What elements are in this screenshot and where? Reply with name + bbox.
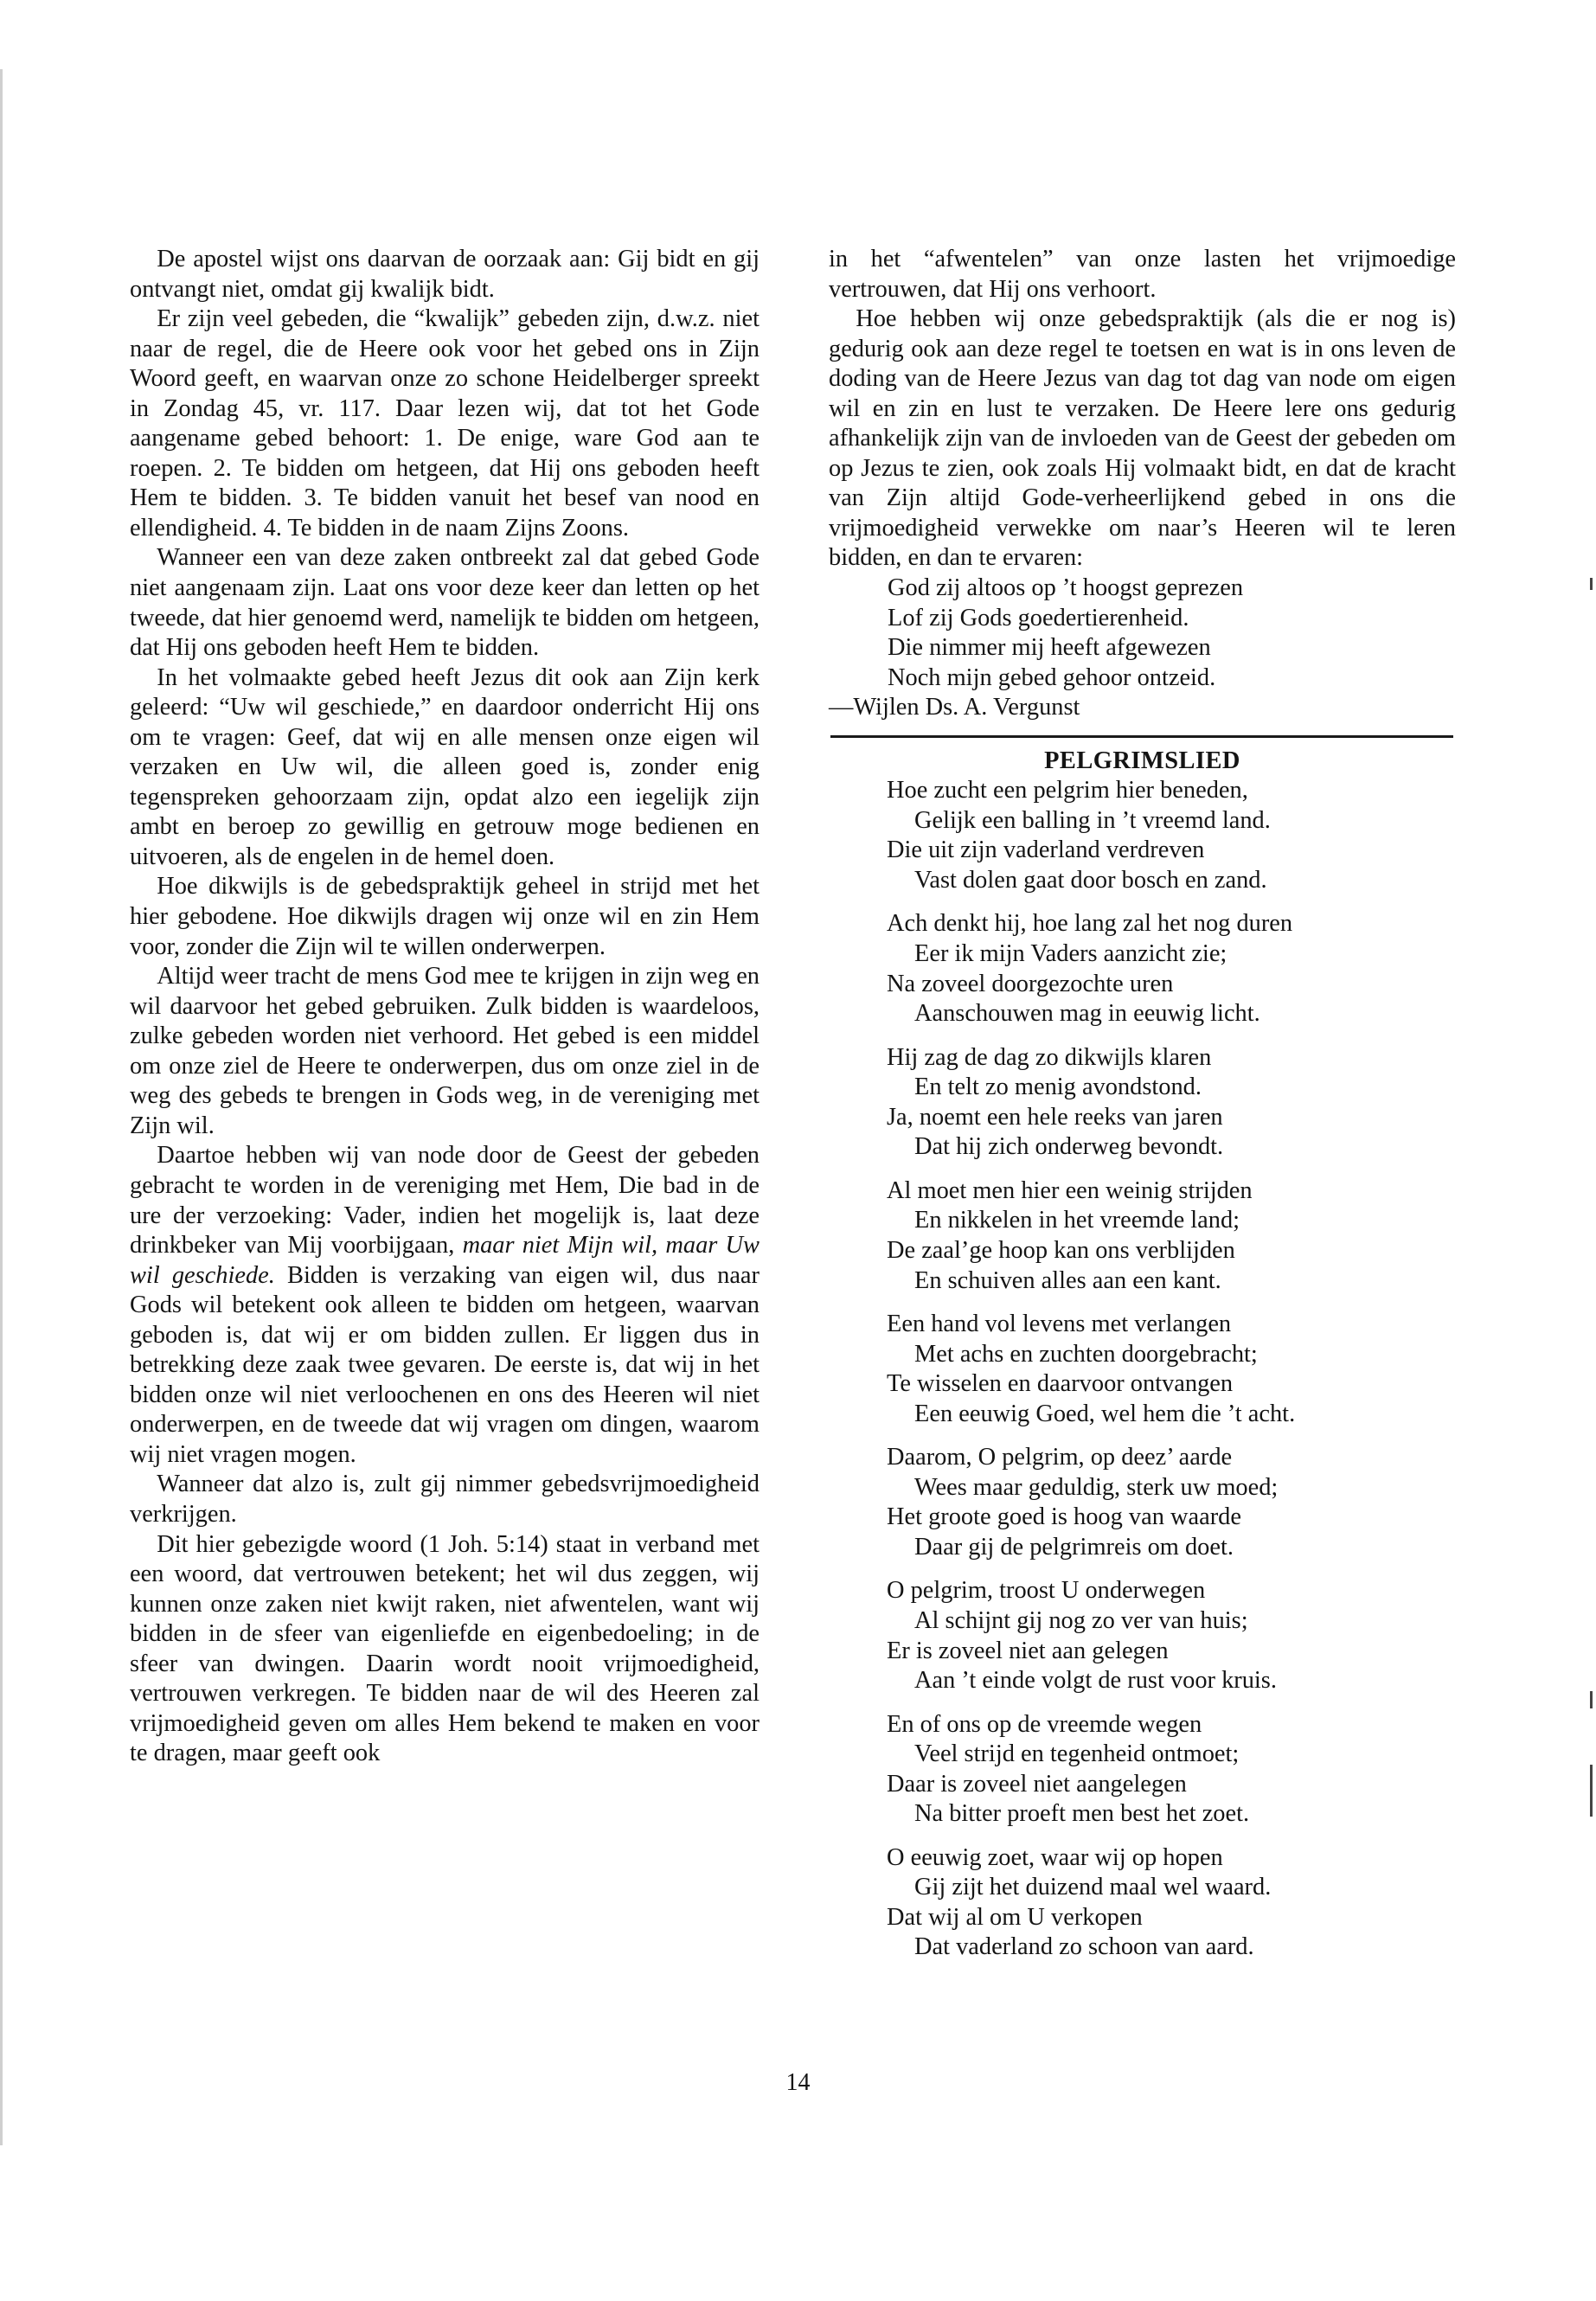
- poem-line: Ach denkt hij, hoe lang zal het nog duren: [887, 910, 1293, 938]
- poem-line: Dat hij zich onderweg bevondt.: [914, 1133, 1224, 1161]
- poem-line: Wees maar geduldig, sterk uw moed;: [914, 1473, 1279, 1501]
- poem-stanza: [887, 1043, 1456, 1163]
- poem-stanza: [887, 909, 1456, 1029]
- poem-stanza: [887, 1843, 1456, 1963]
- paragraph: [130, 1141, 760, 1470]
- poem-stanza: [887, 1576, 1456, 1695]
- verse-line: Die nimmer mij heeft afgewezen: [888, 634, 1211, 662]
- poem-line: Te wisselen en daarvoor ontvangen: [887, 1370, 1234, 1398]
- poem-line: Hoe zucht een pelgrim hier beneden,: [887, 777, 1248, 804]
- left-column: [130, 245, 760, 1769]
- section-divider: [830, 735, 1453, 738]
- poem-line: Na zoveel doorgezochte uren: [887, 970, 1174, 997]
- verse-line: God zij altoos op ’t hoogst geprezen: [888, 574, 1244, 602]
- paragraph: Hoe hebben wij onze gebedspraktijk (als die er nog is) gedurig ook aan deze regel te toetsen en wat is in ons leven de doding van de Heere Jezus van dag tot dag van node om eigen wil en zin en lust te verzaken. De Heere lere ons gedurig afhankelijk zijn van de invloeden van de Geest der gebeden om op Jezus te zien, ook zoals Hij volmaakt bidt, en dat de kracht van Zijn altijd Gode-verheerlijkend gebed in ons die vrijmoedigheid verwekke om naar’s Heeren wil te leren bidden, en dan te ervaren:: [829, 305, 1456, 572]
- poem-line: Een eeuwig Goed, wel hem die ’t acht.: [914, 1400, 1296, 1427]
- poem-line: Na bitter proeft men best het zoet.: [914, 1800, 1250, 1828]
- italic-quote: maar niet Mijn wil, maar Uw wil geschiede.: [130, 1232, 760, 1289]
- paragraph: Dit hier gebezigde woord (1 Joh. 5:14) staat in verband met een woord, dat vertrouwen betekent; het wil dus zeggen, wij kunnen onze zaken niet kwijt raken, niet afwentelen, want wij bidden in de sfeer van eigenliefde en eigenbedoeling; in de sfeer van dwingen. Daarin wordt nooit vrijmoedigheid, vertrouwen verkregen. Te bidden naar de wil des Heeren zal vrijmoedigheid geven om alles Hem bekend te maken en voor te dragen, maar geeft ook: [130, 1530, 760, 1767]
- paragraph: Er zijn veel gebeden, die “kwalijk” gebeden zijn, d.w.z. niet naar de regel, die de Heere ook voor het gebed ons in Zijn Woord geeft, en waarvan onze zo schone Heidelberger spreekt in Zondag 45, vr. 117. Daar lezen wij, dat tot het Gode aangename gebed behoort: 1. De enige, ware God aan te roepen. 2. Te bidden om hetgeen, dat Hij ons geboden heeft Hem te bidden. 3. Te bidden vanuit het besef van nood en ellendigheid. 4. Te bidden in de naam Zijns Zoons.: [130, 305, 760, 542]
- poem-line: Dat vaderland zo schoon van aard.: [914, 1933, 1254, 1961]
- paragraph: Wanneer een van deze zaken ontbreekt zal dat gebed Gode niet aangenaam zijn. Laat ons voor deze keer dan letten op het tweede, dat hier genoemd werd, namelijk te bidden om hetgeen, dat Hij ons geboden heeft Hem te bidden.: [130, 544, 760, 662]
- poem-line: Eer ik mijn Vaders aanzicht zie;: [914, 940, 1227, 968]
- poem-line: Een hand vol levens met verlangen: [887, 1311, 1232, 1338]
- paragraph: Hoe dikwijls is de gebedspraktijk geheel in strijd met het hier gebodene. Hoe dikwijls dragen wij onze wil en zin Hem voor, zonder die Zijn wil te willen onderwerpen.: [130, 873, 760, 960]
- scan-mark: [1590, 1691, 1593, 1708]
- paragraph: Altijd weer tracht de mens God mee te krijgen in zijn weg en wil daarvoor het gebed gebruiken. Zulk bidden is waardeloos, zulke gebeden worden niet verhoord. Het gebed is een middel om onze ziel de Heere te onderwerpen, dus om onze ziel in de weg des gebeds te brengen in Gods weg, in de vereniging met Zijn wil.: [130, 963, 760, 1139]
- poem-stanza: [887, 776, 1456, 895]
- paragraph: In het volmaakte gebed heeft Jezus dit ook aan Zijn kerk geleerd: “Uw wil geschiede,” en daardoor onderricht Hij ons om te vragen: Geef, dat wij en alle mensen onze eigen wil verzaken en Uw wil, die alleen goed is, zonder enig tegenspreken gehoorzaam zijn, opdat alzo een iegelijk zijn ambt en beroep zo gewillig en getrouw moge bedienen en uitvoeren, als de engelen in de hemel doen.: [130, 663, 760, 870]
- poem-line: O pelgrim, troost U onderwegen: [887, 1577, 1206, 1605]
- poem-line: Gij zijt het duizend maal wel waard.: [914, 1874, 1272, 1901]
- poem-line: O eeuwig zoet, waar wij op hopen: [887, 1843, 1223, 1871]
- poem: [887, 776, 1456, 1963]
- poem-title: PELGRIMSLIED: [1044, 747, 1240, 774]
- poem-line: Er is zoveel niet aan gelegen: [887, 1637, 1169, 1664]
- poem-line: De zaal’ge hoop kan ons verblijden: [887, 1236, 1235, 1264]
- poem-stanza: [887, 1176, 1456, 1296]
- verse-line: Noch mijn gebed gehoor ontzeid.: [888, 663, 1216, 691]
- paragraph: De apostel wijst ons daarvan de oorzaak aan: Gij bidt en gij ontvangt niet, omdat gij kwalijk bidt.: [130, 246, 760, 303]
- poem-line: Daar is zoveel niet aangelegen: [887, 1770, 1187, 1798]
- poem-line: Daarom, O pelgrim, op deez’ aarde: [887, 1444, 1233, 1471]
- right-column: [829, 245, 1456, 1977]
- poem-line: Die uit zijn vaderland verdreven: [887, 836, 1205, 864]
- poem-line: Al moet men hier een weinig strijden: [887, 1176, 1253, 1204]
- poem-line: Dat wij al om U verkopen: [887, 1903, 1143, 1931]
- poem-stanza: [887, 1710, 1456, 1830]
- poem-line: Het groote goed is hoog van waarde: [887, 1503, 1241, 1531]
- paragraph-text: Bidden is verzaking van eigen wil, dus naar Gods wil betekent ook alleen te bidden om hetgeen, waarvan geboden is, dat wij er om bidden zullen. Er liggen dus in betrekking deze zaak twee gevaren. De eerste is, dat wij in het bidden onze wil niet verloochenen en ons des Heeren wil niet onderwerpen, en de tweede dat wij vragen om dingen, waarom wij niet vragen mogen.: [130, 1261, 760, 1468]
- quoted-verse: [888, 574, 1456, 693]
- poem-line: Gelijk een balling in ’t vreemd land.: [914, 806, 1271, 834]
- poem-line: Daar gij de pelgrimreis om doet.: [914, 1533, 1234, 1561]
- poem-line: Veel strijd en tegenheid ontmoet;: [914, 1740, 1240, 1768]
- poem-line: En schuiven alles aan een kant.: [914, 1266, 1221, 1294]
- verse-line: Lof zij Gods goedertierenheid.: [888, 604, 1189, 631]
- scan-edge-left: [0, 69, 3, 2145]
- paragraph-text: Daartoe hebben wij van node door de Geest der gebeden gebracht te worden in de vereniging met Hem, Die bad in de ure der verzoeking: Vader, indien het mogelijk is, laat deze drinkbeker van Mij voorbijgaan,: [130, 1142, 760, 1259]
- poem-line: Aan ’t einde volgt de rust voor kruis.: [914, 1667, 1277, 1695]
- paragraph: Wanneer dat alzo is, zult gij nimmer gebedsvrijmoedigheid verkrijgen.: [130, 1471, 760, 1528]
- poem-line: Aanschouwen mag in eeuwig licht.: [914, 1000, 1260, 1028]
- poem-line: En telt zo menig avondstond.: [914, 1074, 1202, 1101]
- poem-line: Ja, noemt een hele reeks van jaren: [887, 1103, 1223, 1131]
- author-signature: —Wijlen Ds. A. Vergunst: [829, 694, 1080, 721]
- page-number: 14: [785, 2069, 811, 2096]
- poem-line: En nikkelen in het vreemde land;: [914, 1207, 1240, 1234]
- poem-stanza: [887, 1310, 1456, 1429]
- scan-mark: [1590, 578, 1593, 590]
- poem-line: Hij zag de dag zo dikwijls klaren: [887, 1043, 1212, 1071]
- poem-line: Al schijnt gij nog zo ver van huis;: [914, 1606, 1248, 1634]
- poem-line: Met achs en zuchten doorgebracht;: [914, 1340, 1258, 1368]
- poem-line: En of ons op de vreemde wegen: [887, 1710, 1202, 1738]
- paragraph: in het “afwentelen” van onze lasten het vrijmoedige vertrouwen, dat Hij ons verhoort.: [829, 246, 1456, 303]
- poem-line: Vast dolen gaat door bosch en zand.: [914, 866, 1267, 894]
- scan-mark: [1590, 1765, 1593, 1817]
- poem-stanza: [887, 1443, 1456, 1562]
